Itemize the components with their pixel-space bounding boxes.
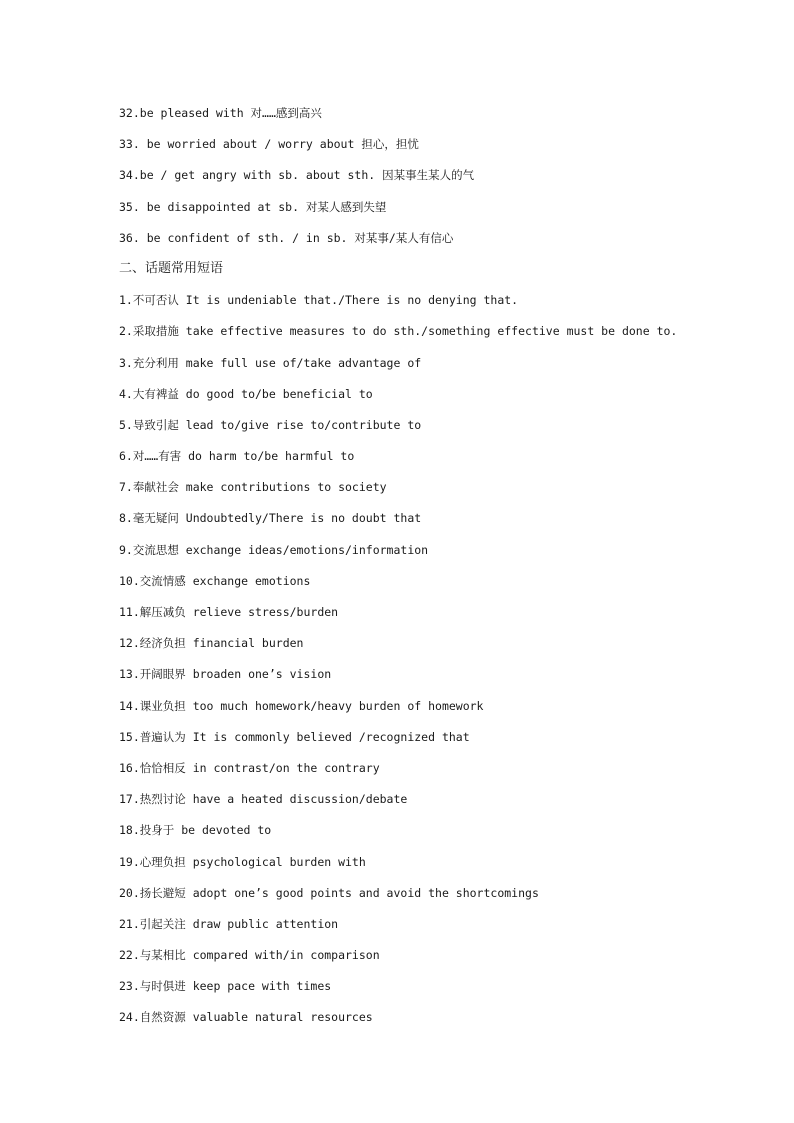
phrase-line: 19.心理负担 psychological burden with [119, 854, 366, 869]
phrase-line: 32.be pleased with 对……感到高兴 [119, 106, 322, 120]
phrase-line: 15.普遍认为 It is commonly believed /recognized that [119, 729, 470, 744]
phrase-line: 12.经济负担 financial burden [119, 636, 304, 651]
phrase-line: 2.采取措施 take effective measures to do sth./something effective must be done to. [119, 324, 678, 339]
phrase-line: 33. be worried about / worry about 担心，担忧 [119, 137, 419, 152]
phrase-line: 18.投身于 be devoted to [119, 823, 272, 838]
phrase-line: 4.大有裨益 do good to/be beneficial to [119, 386, 373, 401]
phrase-line: 34.be / get angry with sb. about sth. 因某事生某人的气 [119, 168, 475, 183]
phrase-line: 16.恰恰相反 in contrast/on the contrary [119, 760, 380, 775]
phrase-line: 1.不可否认 It is undeniable that./There is no denying that. [119, 293, 519, 308]
phrase-line: 7.奉献社会 make contributions to society [119, 480, 387, 495]
phrase-line: 5.导致引起 lead to/give rise to/contribute to [119, 417, 422, 432]
phrase-line: 8.毫无疑问 Undoubtedly/There is no doubt that [119, 511, 422, 526]
phrase-line: 11.解压减负 relieve stress/burden [119, 605, 339, 619]
phrase-line: 17.热烈讨论 have a heated discussion/debate [119, 792, 408, 807]
phrase-line: 6.对……有害 do harm to/be harmful to [119, 449, 355, 464]
phrase-line: 13.开阔眼界 broaden one’s vision [119, 667, 332, 682]
phrase-line: 21.引起关注 draw public attention [119, 916, 339, 931]
phrase-line: 3.充分利用 make full use of/take advantage of [119, 355, 422, 370]
phrase-line: 14.课业负担 too much homework/heavy burden of homework [119, 698, 484, 713]
phrase-line: 10.交流情感 exchange emotions [119, 573, 311, 588]
phrase-line: 23.与时俱进 keep pace with times [119, 979, 332, 994]
section-heading: 二、话题常用短语 [119, 260, 224, 276]
phrase-line: 35. be disappointed at sb. 对某人感到失望 [119, 199, 387, 214]
phrase-line: 22.与某相比 compared with/in comparison [119, 948, 380, 963]
phrase-line: 20.扬长避短 adopt one’s good points and avoid the shortcomings [119, 885, 539, 900]
phrase-line: 9.交流思想 exchange ideas/emotions/information [119, 542, 429, 557]
phrase-line: 36. be confident of sth. / in sb. 对某事/某人有信心 [119, 230, 454, 245]
phrase-list [119, 101, 719, 1037]
phrase-line: 24.自然资源 valuable natural resources [119, 1010, 373, 1025]
